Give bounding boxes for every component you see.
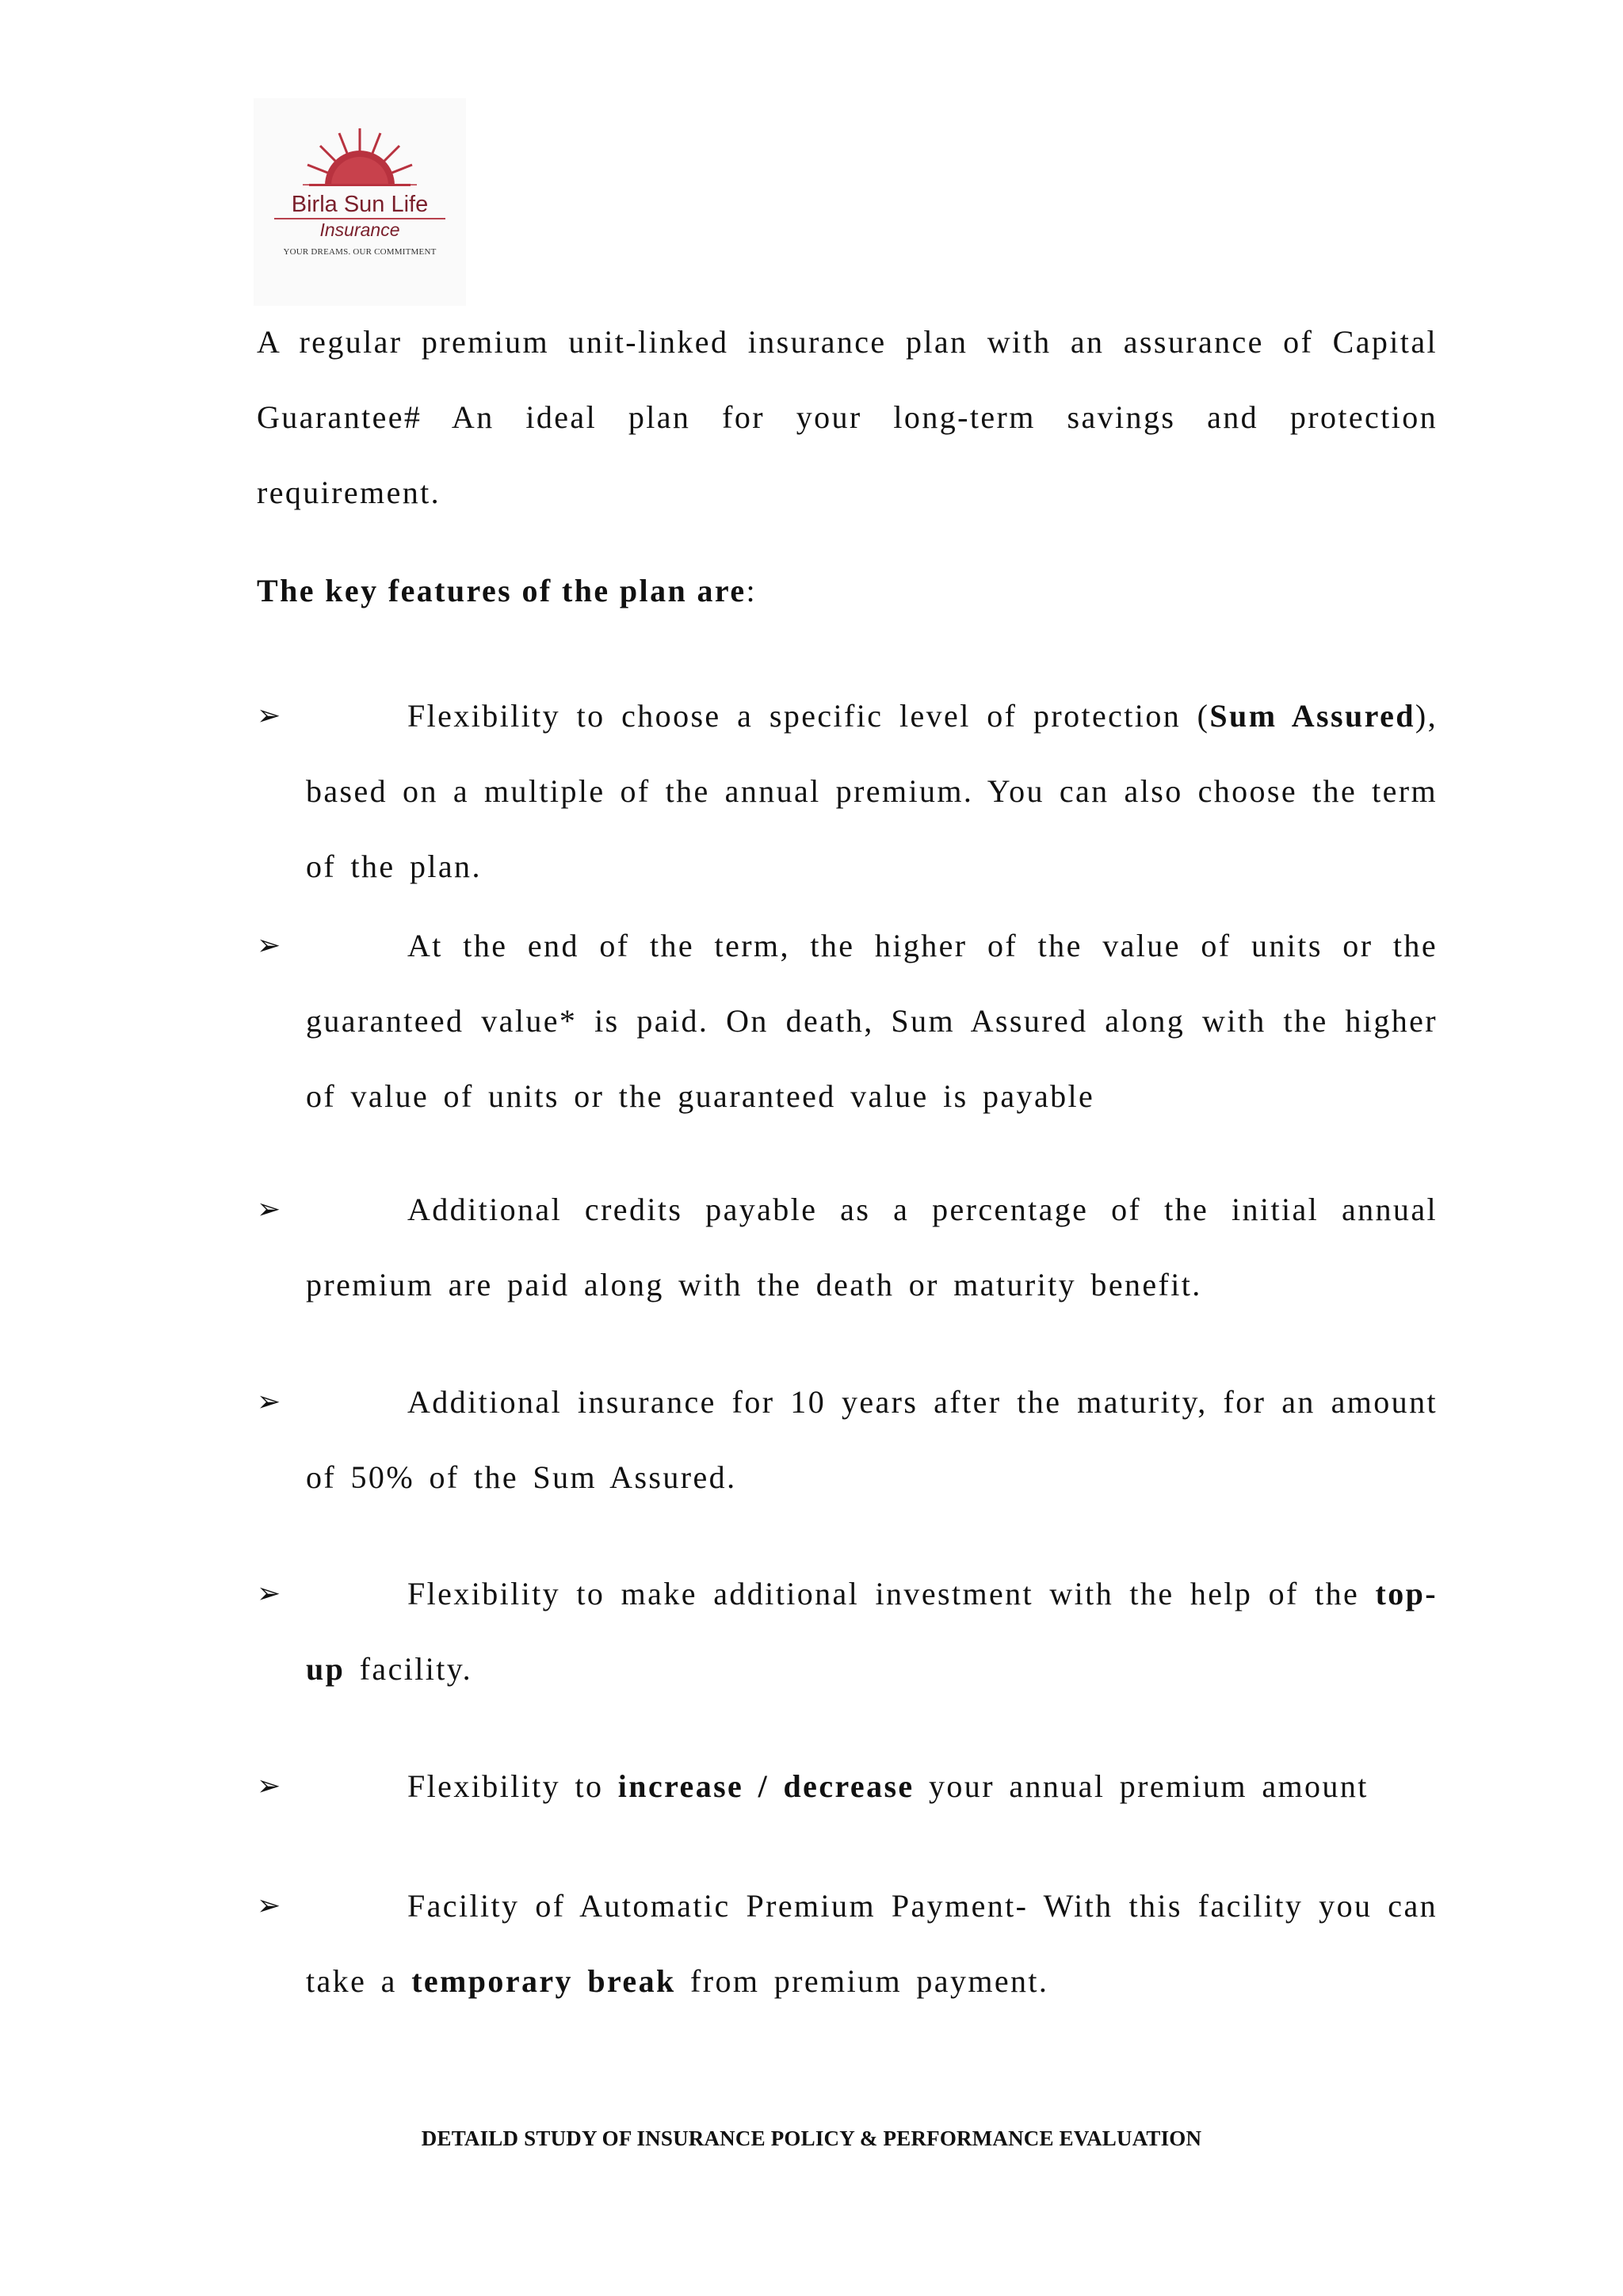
features-heading-bold: The key features of the plan are bbox=[257, 573, 747, 608]
arrowhead-bullet-icon: ➢ bbox=[257, 1386, 281, 1418]
feature-7-text: Facility of Automatic Premium Payment- With this facility you can take a bbox=[306, 1888, 1438, 1999]
logo-tagline: YOUR DREAMS. OUR COMMITMENT bbox=[283, 247, 437, 257]
feature-1-bold: Sum Assured bbox=[1209, 698, 1415, 734]
feature-6-text-end: your annual premium amount bbox=[914, 1768, 1369, 1804]
feature-item-1 bbox=[257, 678, 1438, 904]
arrowhead-bullet-icon: ➢ bbox=[257, 1890, 281, 1922]
feature-item-4 bbox=[257, 1364, 1438, 1515]
feature-5-text-end: facility. bbox=[345, 1651, 472, 1687]
feature-1-text: Flexibility to choose a specific level of protection ( bbox=[407, 698, 1210, 734]
feature-1-text-end: ), based on a multiple of the annual premium. You can also choose the term of the plan. bbox=[306, 698, 1438, 884]
birla-sun-life-logo bbox=[254, 98, 466, 306]
logo-name: Birla Sun Life bbox=[291, 192, 429, 217]
feature-item-6 bbox=[257, 1749, 1438, 1824]
feature-item-5 bbox=[257, 1556, 1438, 1707]
arrowhead-bullet-icon: ➢ bbox=[257, 1770, 281, 1802]
features-heading bbox=[257, 569, 757, 613]
page-footer: DETAILD STUDY OF INSURANCE POLICY & PERFORMANCE EVALUATION bbox=[421, 2126, 1202, 2150]
feature-5-bold: top-up bbox=[306, 1576, 1438, 1687]
arrowhead-bullet-icon: ➢ bbox=[257, 1193, 281, 1226]
feature-7-text-end: from premium payment. bbox=[675, 1963, 1049, 1999]
arrowhead-bullet-icon: ➢ bbox=[257, 1577, 281, 1610]
feature-item-3 bbox=[257, 1172, 1438, 1322]
feature-item-2 bbox=[257, 908, 1438, 1134]
feature-7-bold: temporary break bbox=[411, 1963, 676, 1999]
intro-paragraph: A regular premium unit-linked insurance plan with an assurance of Capital Guarantee# An ideal plan for your long-term savings and protection requirement. bbox=[257, 324, 1438, 510]
feature-3-text: Additional credits payable as a percentage of the initial annual premium are paid along with the death or maturity benefit. bbox=[306, 1192, 1438, 1302]
feature-5-text: Flexibility to make additional investment with the help of the bbox=[407, 1576, 1376, 1611]
feature-2-text: At the end of the term, the higher of the value of units or the guaranteed value* is paid. On death, Sum Assured along with the higher of value of units or the guaranteed value is payable bbox=[306, 928, 1438, 1114]
arrowhead-bullet-icon: ➢ bbox=[257, 700, 281, 732]
feature-4-text: Additional insurance for 10 years after the maturity, for an amount of 50% of the Sum Assured. bbox=[306, 1384, 1438, 1495]
feature-item-7 bbox=[257, 1868, 1438, 2019]
arrowhead-bullet-icon: ➢ bbox=[257, 929, 281, 962]
feature-6-text: Flexibility to bbox=[407, 1768, 618, 1804]
feature-6-bold: increase / decrease bbox=[617, 1768, 915, 1804]
logo-subtitle: Insurance bbox=[319, 219, 400, 240]
features-heading-colon: : bbox=[746, 573, 758, 608]
